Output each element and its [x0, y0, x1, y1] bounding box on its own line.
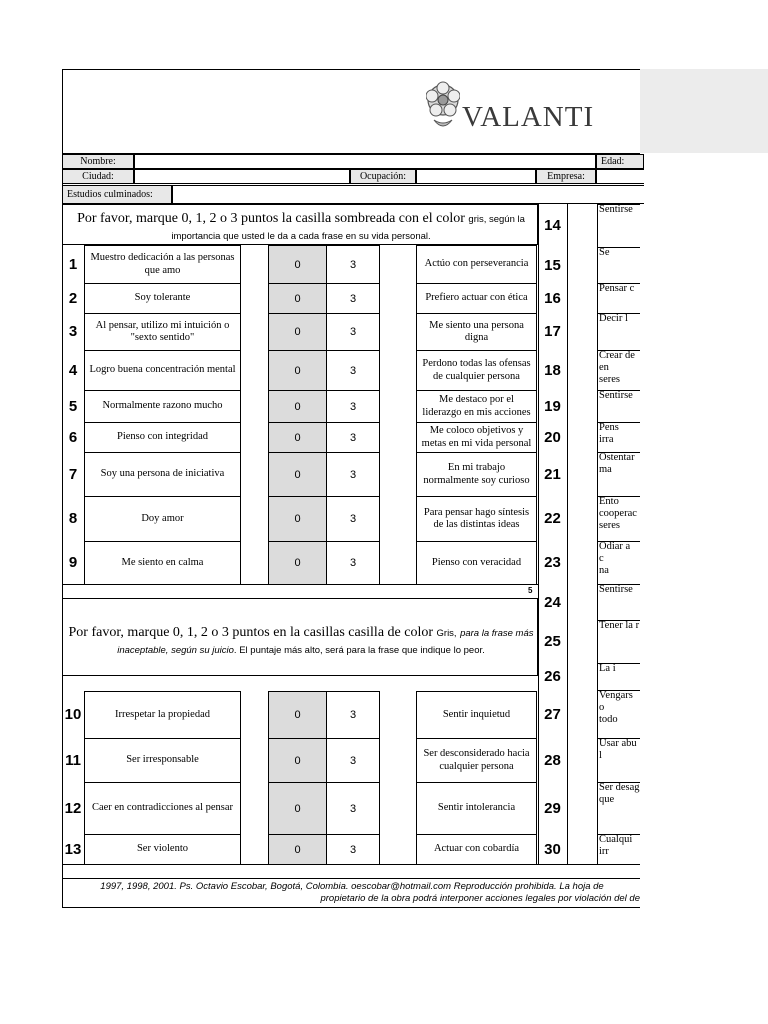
- item-left-phrase: Me siento en calma: [84, 541, 241, 585]
- estudios-field[interactable]: [172, 185, 644, 204]
- score-cell[interactable]: 3: [326, 782, 380, 835]
- nombre-field[interactable]: [134, 154, 596, 169]
- footer-line-1: 1997, 1998, 2001. Ps. Octavio Escobar, Bogotá, Colombia. oescobar@hotmail.com Reproducción prohibida. La hoja de: [100, 881, 604, 892]
- frame-top-border: [62, 69, 640, 70]
- section1-instruction-box: [62, 204, 538, 245]
- right-item-phrase-line: Decir l: [599, 313, 628, 324]
- score-cell-shaded[interactable]: 0: [268, 496, 327, 542]
- rose-emblem-icon: [426, 80, 460, 134]
- right-item-number: 22: [544, 510, 561, 527]
- right-item-phrase-line: Crear de: [599, 350, 635, 361]
- right-item-phrase-line: Pens: [599, 422, 619, 433]
- item-number: 11: [65, 751, 81, 769]
- footer-line-2: propietario de la obra podrá interponer acciones legales por violación del de: [320, 893, 640, 904]
- brand-name: VALANTI: [462, 101, 595, 133]
- right-item-phrase-line: irra: [599, 434, 614, 445]
- brand-logo: [420, 76, 595, 139]
- item-right-phrase: Perdono todas las ofensas de cualquier persona: [416, 350, 537, 391]
- right-item-phrase-line: Tener la r: [599, 620, 640, 631]
- score-cell[interactable]: 3: [326, 350, 380, 391]
- right-item-phrase: [599, 204, 640, 247]
- item-right-phrase: Pienso con veracidad: [416, 541, 537, 585]
- right-item-number: 19: [544, 397, 561, 415]
- score-cell-shaded[interactable]: 0: [268, 245, 327, 284]
- section1-instruction: Por favor, marque 0, 1, 2 o 3 puntos la casilla sombreada con el color gris, según la importancia que usted le da a cada frase en su vida personal.: [77, 211, 525, 242]
- score-cell-shaded[interactable]: 0: [268, 834, 327, 865]
- item-number: 2: [68, 289, 78, 307]
- score-cell[interactable]: 3: [326, 390, 380, 423]
- right-item-number: 18: [544, 361, 561, 379]
- right-item-phrase: [599, 496, 640, 541]
- nombre-label: Nombre:: [62, 154, 134, 169]
- frame-bottom-border: [62, 907, 640, 908]
- item-right-phrase: Me destaco por el liderazgo en mis acciones: [416, 390, 537, 423]
- item-number: 8: [68, 510, 78, 527]
- right-item-phrase-line: Ser desag: [599, 782, 640, 793]
- score-cell-shaded[interactable]: 0: [268, 350, 327, 391]
- score-cell-shaded[interactable]: 0: [268, 283, 327, 314]
- right-item-number: 30: [544, 840, 561, 858]
- ciudad-label: Ciudad:: [62, 169, 134, 184]
- right-item-number: 29: [544, 799, 561, 817]
- right-item-phrase: [599, 541, 640, 584]
- item-left-phrase: Logro buena concentración mental: [84, 350, 241, 391]
- item-right-phrase: Sentir intolerancia: [416, 782, 537, 835]
- empresa-label: Empresa:: [536, 169, 596, 184]
- score-cell-shaded[interactable]: 0: [268, 313, 327, 351]
- right-item-phrase-line: Odiar a: [599, 541, 631, 552]
- score-cell-shaded[interactable]: 0: [268, 782, 327, 835]
- right-item-phrase-line: Sentirse: [599, 204, 633, 215]
- right-item-phrase-line: Vengars: [599, 690, 633, 701]
- right-item-phrase-line: Ento: [599, 496, 619, 507]
- right-item-number: 20: [544, 428, 561, 446]
- page-marker: 5: [528, 586, 533, 595]
- score-cell-shaded[interactable]: 0: [268, 452, 327, 497]
- right-item-number: 15: [544, 256, 561, 274]
- right-item-phrase: [599, 690, 640, 738]
- right-item-phrase-line: Sentirse: [599, 584, 633, 595]
- empresa-field[interactable]: [596, 169, 644, 184]
- right-item-phrase: [599, 782, 640, 834]
- right-item-phrase-line: na: [599, 565, 609, 576]
- item-number: 5: [68, 397, 78, 415]
- edad-label: Edad:: [596, 154, 644, 169]
- right-item-phrase-line: irr: [599, 846, 609, 857]
- item-left-phrase: Pienso con integridad: [84, 422, 241, 453]
- item-right-phrase: Me siento una persona digna: [416, 313, 537, 351]
- item-number: 3: [68, 323, 78, 340]
- right-item-phrase: [599, 834, 640, 864]
- item-left-phrase: Soy una persona de iniciativa: [84, 452, 241, 497]
- score-cell[interactable]: 3: [326, 834, 380, 865]
- score-cell-shaded[interactable]: 0: [268, 691, 327, 739]
- right-item-phrase-line: ma: [599, 464, 612, 475]
- score-cell-shaded[interactable]: 0: [268, 738, 327, 783]
- right-item-phrase: [599, 390, 640, 422]
- right-item-phrase: [599, 584, 640, 620]
- right-item-phrase: [599, 663, 640, 690]
- right-item-number: 28: [544, 751, 561, 769]
- item-right-phrase: En mi trabajo normalmente soy curioso: [416, 452, 537, 497]
- right-item-phrase: [599, 738, 640, 782]
- item-left-phrase: Caer en contradicciones al pensar: [84, 782, 241, 835]
- right-item-phrase-line: seres: [599, 520, 620, 531]
- section1-bottom-rule: [62, 584, 538, 585]
- right-item-phrase-line: Se: [599, 247, 610, 258]
- score-cell[interactable]: 3: [326, 452, 380, 497]
- item-right-phrase: Prefiero actuar con ética: [416, 283, 537, 314]
- score-cell[interactable]: 3: [326, 283, 380, 314]
- score-cell[interactable]: 3: [326, 541, 380, 585]
- score-cell-shaded[interactable]: 0: [268, 422, 327, 453]
- right-item-phrase-line: Ostentar: [599, 452, 635, 463]
- right-item-phrase-line: todo: [599, 714, 618, 725]
- score-cell[interactable]: 3: [326, 245, 380, 284]
- right-item-phrase: [599, 620, 640, 663]
- right-item-number: 21: [544, 465, 561, 483]
- item-number: 7: [68, 465, 78, 483]
- score-cell[interactable]: 3: [326, 738, 380, 783]
- item-left-phrase: Muestro dedicación a las personas que amo: [84, 245, 241, 284]
- item-number: 1: [68, 255, 78, 273]
- right-item-phrase: [599, 283, 640, 313]
- item-number: 13: [64, 840, 82, 858]
- item-right-phrase: Actúo con perseverancia: [416, 245, 537, 284]
- score-cell[interactable]: 3: [326, 496, 380, 542]
- right-item-phrase-line: Cualqui: [599, 834, 633, 845]
- right-item-phrase: [599, 452, 640, 496]
- item-number: 4: [68, 361, 78, 379]
- right-item-phrase: [599, 247, 640, 283]
- estudios-label: Estudios culminados:: [62, 185, 172, 204]
- right-item-phrase-line: que: [599, 794, 615, 805]
- right-item-phrase-line: seres: [599, 374, 620, 385]
- item-left-phrase: Soy tolerante: [84, 283, 241, 314]
- item-right-phrase: Ser desconsiderado hacia cualquier persona: [416, 738, 537, 783]
- item-number: 9: [68, 554, 78, 571]
- right-item-phrase: [599, 313, 640, 350]
- item-right-phrase: Para pensar hago síntesis de las distintas ideas: [416, 496, 537, 542]
- right-item-phrase: [599, 350, 640, 390]
- item-number: 12: [64, 799, 82, 817]
- right-item-number: 27: [544, 705, 561, 723]
- item-left-phrase: Ser violento: [84, 834, 241, 865]
- right-item-phrase-line: c: [599, 553, 604, 564]
- right-item-number: 17: [544, 323, 561, 340]
- score-cell-shaded[interactable]: 0: [268, 541, 327, 585]
- item-left-phrase: Al pensar, utilizo mi intuición o "sexto sentido": [84, 313, 241, 351]
- grey-band: [640, 69, 768, 153]
- item-left-phrase: Doy amor: [84, 496, 241, 542]
- right-item-phrase-line: Pensar c: [599, 283, 635, 294]
- item-number: 6: [68, 428, 78, 446]
- right-item-phrase-line: La i: [599, 663, 616, 674]
- item-right-phrase: Me coloco objetivos y metas en mi vida personal: [416, 422, 537, 453]
- item-left-phrase: Normalmente razono mucho: [84, 390, 241, 423]
- right-item-number: 16: [544, 289, 561, 307]
- ocupacion-field[interactable]: [416, 169, 536, 184]
- item-right-phrase: Sentir inquietud: [416, 691, 537, 739]
- score-cell[interactable]: 3: [326, 422, 380, 453]
- right-item-number: 26: [544, 668, 561, 685]
- section2-instruction: Por favor, marque 0, 1, 2 o 3 puntos en la casillas casilla de color Gris, para la frase más inaceptable, según su juicio. El puntaje más alto, será para la frase que indique lo peor.: [68, 625, 534, 656]
- right-item-number: 23: [544, 554, 561, 571]
- right-item-phrase-line: Sentirse: [599, 390, 633, 401]
- right-item-number: 24: [544, 593, 561, 611]
- right-item-phrase-line: l: [599, 750, 602, 761]
- item-right-phrase: Actuar con cobardía: [416, 834, 537, 865]
- score-cell-shaded[interactable]: 0: [268, 390, 327, 423]
- score-cell[interactable]: 3: [326, 313, 380, 351]
- section2-instruction-box: [62, 598, 538, 676]
- right-item-phrase-line: Usar abu: [599, 738, 637, 749]
- ciudad-field[interactable]: [134, 169, 350, 184]
- ocupacion-label: Ocupación:: [350, 169, 416, 184]
- right-item-phrase-line: en: [599, 362, 609, 373]
- item-number: 10: [64, 706, 82, 723]
- right-item-number: 14: [544, 217, 561, 234]
- right-item-phrase-line: cooperac: [599, 508, 637, 519]
- item-left-phrase: Ser irresponsable: [84, 738, 241, 783]
- score-cell[interactable]: 3: [326, 691, 380, 739]
- right-item-phrase-line: o: [599, 702, 605, 713]
- right-item-number: 25: [544, 633, 561, 650]
- item-left-phrase: Irrespetar la propiedad: [84, 691, 241, 739]
- right-item-phrase: [599, 422, 640, 452]
